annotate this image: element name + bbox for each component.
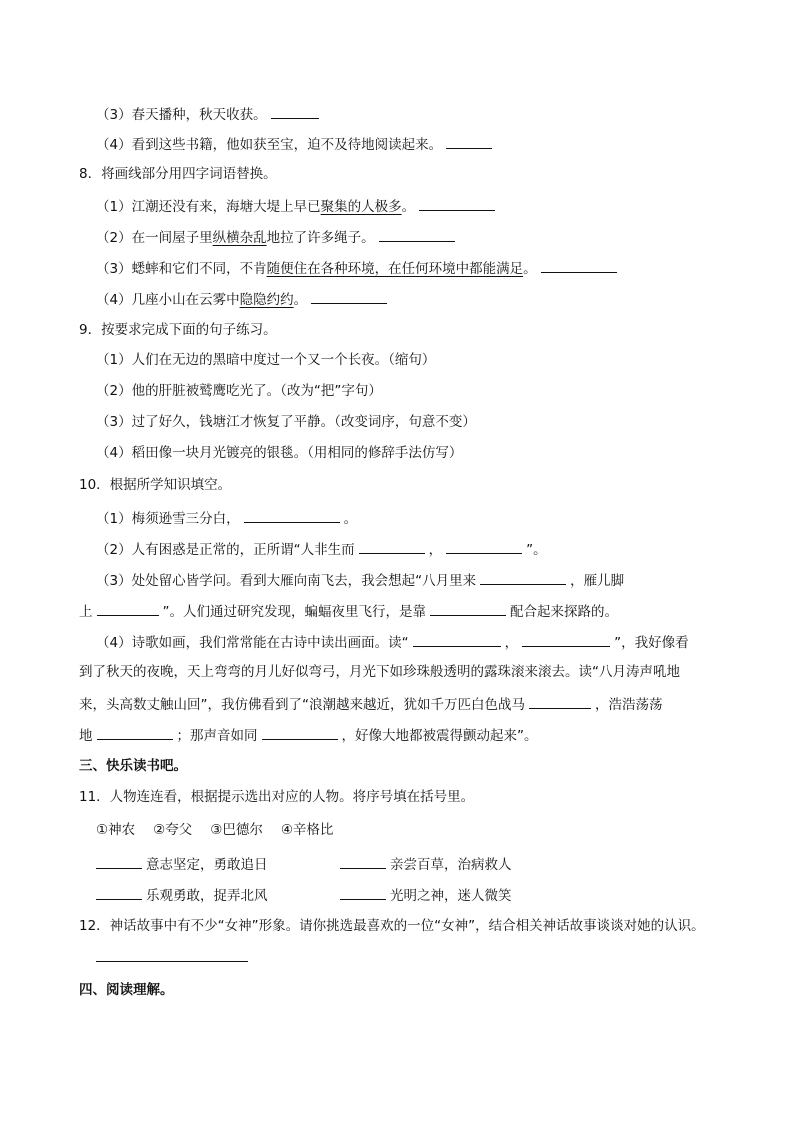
q8-item-2: （2）在一间屋子里纵横杂乱地拉了许多绳子。 (0, 226, 794, 248)
q7-item-4: （4）看到这些书籍，他如获至宝，迫不及待地阅读起来。 (0, 133, 794, 155)
option-1: ①神农 (96, 822, 136, 838)
answer-blank[interactable] (522, 631, 610, 647)
q8-item-4: （4）几座小山在云雾中隐隐约约。 (0, 288, 794, 310)
option-4: ④辛格比 (280, 822, 334, 838)
q11-row-2: 乐观勇敢，捉弄北风 光明之神，迷人微笑 (0, 884, 794, 906)
answer-blank[interactable] (311, 288, 387, 304)
q10-item-3-line-1: （3）处处留心皆学问。看到大雁向南飞去，我会想起“八月里来 ，雁儿脚 (0, 569, 794, 591)
answer-blank[interactable] (244, 507, 340, 523)
answer-blank[interactable] (419, 195, 495, 211)
q10-title: 10．根据所学知识填空。 (79, 477, 232, 493)
answer-blank[interactable] (96, 853, 142, 869)
answer-blank[interactable] (271, 103, 319, 119)
answer-blank[interactable] (340, 884, 386, 900)
q8-title: 8．将画线部分用四字词语替换。 (79, 166, 277, 182)
answer-blank[interactable] (96, 946, 248, 962)
q9-item-1: （1）人们在无边的黑暗中度过一个又一个长夜。（缩句） (96, 352, 436, 368)
answer-blank[interactable] (413, 631, 501, 647)
answer-blank[interactable] (97, 724, 173, 740)
answer-blank[interactable] (446, 538, 522, 554)
q10-item-4-line-1: （4）诗歌如画，我们常常能在古诗中读出画面。读“ ， ”，我好像看 (0, 631, 794, 653)
q9-item-2: （2）他的肝脏被鹫鹰吃光了。（改为“把”字句） (96, 383, 382, 399)
option-3: ③巴德尔 (210, 822, 263, 838)
option-2: ②夸父 (153, 822, 193, 838)
answer-blank[interactable] (97, 600, 159, 616)
section-4-heading: 四、阅读理解。 (79, 982, 174, 998)
answer-blank[interactable] (480, 569, 566, 585)
q11-title: 11．人物连连看，根据提示选出对应的人物。将序号填在括号里。 (79, 789, 475, 805)
answer-blank[interactable] (446, 133, 492, 149)
answer-blank[interactable] (359, 538, 425, 554)
answer-blank[interactable] (96, 884, 142, 900)
q10-item-3-line-2: 上 ”。人们通过研究发现，蝙蝠夜里飞行，是靠 配合起来探路的。 (0, 600, 794, 622)
q7-item-3: （3）春天播种，秋天收获。 (0, 103, 794, 125)
q9-title: 9．按要求完成下面的句子练习。 (79, 322, 277, 338)
answer-blank[interactable] (541, 257, 617, 273)
q10-item-2: （2）人有困惑是正常的，正所谓“人非生而 ， ”。 (0, 538, 794, 560)
answer-blank[interactable] (379, 226, 455, 242)
answer-blank[interactable] (340, 853, 386, 869)
answer-blank[interactable] (529, 693, 591, 709)
q10-item-4-line-4: 地 ；那声音如同 ，好像大地都被震得颤动起来”。 (0, 724, 794, 746)
q12-title: 12．神话故事中有不少“女神”形象。请你挑选最喜欢的一位“女神”，结合相关神话故事谈谈对她的认识。 (79, 918, 705, 934)
q8-item-3: （3）蟋蟀和它们不同，不肯随便住在各种环境，在任何环境中都能满足。 (0, 257, 794, 279)
answer-blank[interactable] (262, 724, 338, 740)
q10-item-1: （1）梅须逊雪三分白， 。 (0, 507, 794, 529)
q9-item-3: （3）过了好久，钱塘江才恢复了平静。（改变词序，句意不变） (96, 414, 476, 430)
q11-options (0, 820, 794, 840)
q11-row-1: 意志坚定，勇敢追日 亲尝百草，治病救人 (0, 853, 794, 875)
q12-answer-line (0, 946, 794, 968)
q8-item-1: （1）江潮还没有来，海塘大堤上早已聚集的人极多。 (0, 195, 794, 217)
q9-item-4: （4）稻田像一块月光镀亮的银毯。（用相同的修辞手法仿写） (96, 445, 463, 461)
q10-item-4-line-2: 到了秋天的夜晚，天上弯弯的月儿好似弯弓，月光下如珍珠般透明的露珠滚来滚去。读“八月涛声吼地 (79, 664, 680, 680)
answer-blank[interactable] (430, 600, 506, 616)
section-3-heading: 三、快乐读书吧。 (79, 758, 187, 774)
q10-item-4-line-3: 来，头高数丈触山回”，我仿佛看到了“浪潮越来越近，犹如千万匹白色战马 ，浩浩荡荡 (0, 693, 794, 715)
